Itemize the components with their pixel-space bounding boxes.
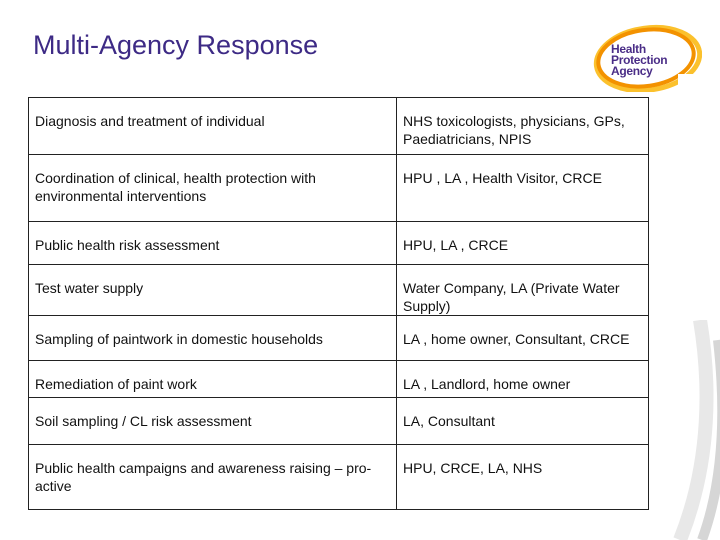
responsible-cell: NHS toxicologists, physicians, GPs, Paediatricians, NPIS	[397, 98, 649, 155]
hpa-logo	[590, 22, 702, 92]
table-row	[29, 155, 649, 222]
table-row	[29, 316, 649, 361]
table-row	[29, 445, 649, 510]
task-cell: Test water supply	[29, 265, 397, 316]
corner-swoosh-decoration	[640, 320, 720, 540]
table-row	[29, 265, 649, 316]
task-cell: Public health campaigns and awareness raising – pro-active	[29, 445, 397, 510]
logo-line-protection: Protection	[611, 53, 668, 67]
logo-line-agency: Agency	[611, 64, 653, 78]
table-row	[29, 222, 649, 265]
responsible-cell: HPU, CRCE, LA, NHS	[397, 445, 649, 510]
task-cell: Soil sampling / CL risk assessment	[29, 398, 397, 445]
task-cell: Diagnosis and treatment of individual	[29, 98, 397, 155]
responsible-cell: Water Company, LA (Private Water Supply)	[397, 265, 649, 316]
task-cell: Sampling of paintwork in domestic households	[29, 316, 397, 361]
logo-text	[611, 44, 667, 77]
responsibility-table	[28, 97, 649, 510]
table-row	[29, 398, 649, 445]
responsible-cell: LA, Consultant	[397, 398, 649, 445]
task-cell: Coordination of clinical, health protection with environmental interventions	[29, 155, 397, 222]
task-cell: Public health risk assessment	[29, 222, 397, 265]
table-row	[29, 98, 649, 155]
responsible-cell: HPU , LA , Health Visitor, CRCE	[397, 155, 649, 222]
responsible-cell: HPU, LA , CRCE	[397, 222, 649, 265]
responsible-cell: LA , Landlord, home owner	[397, 361, 649, 398]
task-cell: Remediation of paint work	[29, 361, 397, 398]
logo-line-health: Health	[611, 42, 646, 56]
responsible-cell: LA , home owner, Consultant, CRCE	[397, 316, 649, 361]
slide-title: Multi-Agency Response	[33, 30, 319, 60]
table-row	[29, 361, 649, 398]
